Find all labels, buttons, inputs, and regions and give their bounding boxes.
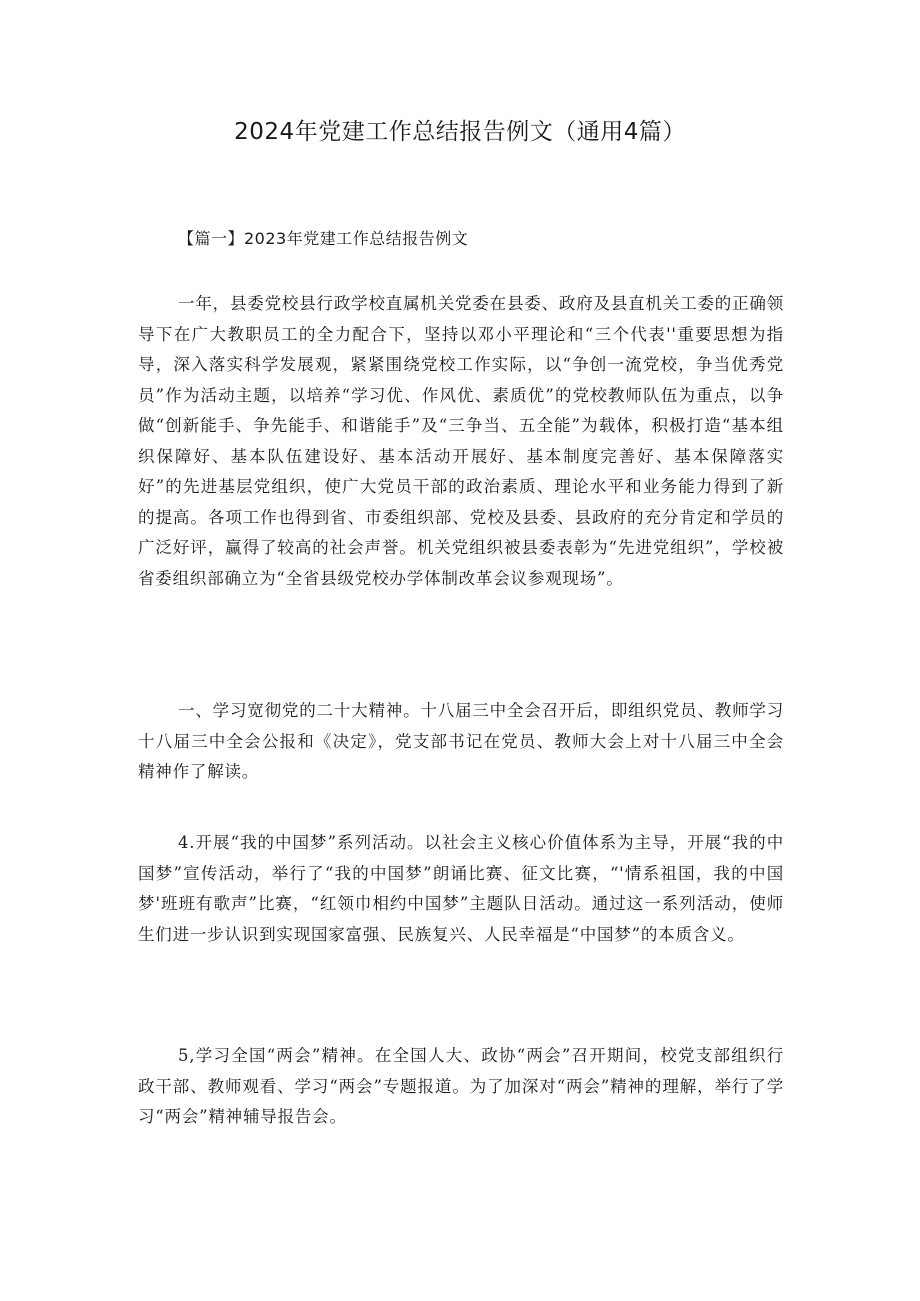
section-heading: 【篇一】2023年党建工作总结报告例文 [178, 229, 469, 248]
paragraph-china-dream: 4.开展“我的中国梦”系列活动。以社会主义核心价值体系为主导，开展“我的中国梦”宣传活动，举行了“我的中国梦”朗诵比赛、征文比赛，“'情系祖国，我的中国梦'班班有歌声”比赛，“红领巾相约中国梦”主题队日活动。通过这一系列活动，使师生们进一步认识到实现国家富强、民族复兴、人民幸福是“中国梦”的本质含义。 [138, 833, 784, 944]
document-title: 2024年党建工作总结报告例文（通用4篇） [234, 119, 686, 145]
paragraph-two-sessions: 5,学习全国“两会”精神。在全国人大、政协“两会”召开期间，校党支部组织行政干部、教师观看、学习“两会”专题报道。为了加深对“两会”精神的理解，举行了学习“两会”精神辅导报告会。 [138, 1046, 784, 1126]
paragraph-intro: 一年，县委党校县行政学校直属机关党委在县委、政府及县直机关工委的正确领导下在广大教职员工的全力配合下，坚持以邓小平理论和“三个代表''重要思想为指导，深入落实科学发展观，紧紧围绕党校工作实际，以“争创一流党校，争当优秀党员”作为活动主题，以培养“学习优、作风优、素质优”的党校教师队伍为重点，以争做“创新能手、争先能手、和谐能手”及“三争当、五全能”为载体，积极打造“基本组织保障好、基本队伍建设好、基本活动开展好、基本制度完善好、基本保障落实好”的先进基层党组织，使广大党员干部的政治素质、理论水平和业务能力得到了新的提高。各项工作也得到省、市委组织部、党校及县委、县政府的充分肯定和学员的广泛好评，赢得了较高的社会声誉。机关党组织被县委表彰为“先进党组织”，学校被省委组织部确立为“全省县级党校办学体制改革会议参观现场”。 [138, 294, 784, 588]
paragraph-study-congress: 一、学习宽彻党的二十大精神。十八届三中全会召开后，即组织党员、教师学习十八届三中全会公报和《决定》，党支部书记在党员、教师大会上对十八届三中全会精神作了解读。 [138, 701, 784, 781]
